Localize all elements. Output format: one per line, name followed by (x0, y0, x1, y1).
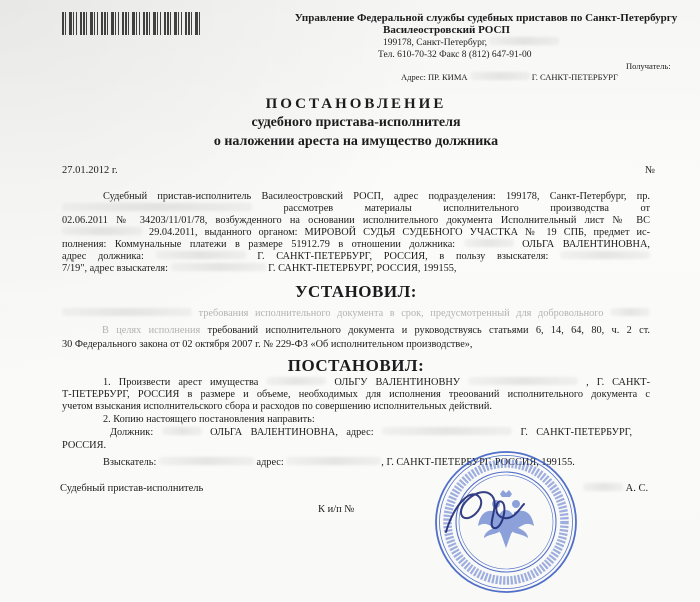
redaction (62, 227, 142, 235)
agency-name: Управление Федеральной службы судебных приставов по Санкт-Петербургу (294, 12, 678, 24)
redaction (62, 203, 252, 211)
division-phones: Тел. 610-70-32 Факс 8 (812) 647-91-00 (378, 50, 532, 60)
recipient-address-text: Адрес: ПР. КИМА (401, 72, 468, 82)
intro-text: Судебный пристав-исполнитель Василеостровский РОСП, адрес подразделения: 199178, Санкт-Петербург, пр. (103, 191, 650, 202)
resolved-item-1-line-2 (62, 389, 650, 401)
signatory-initials: А. С. (625, 483, 649, 494)
redaction (62, 308, 192, 316)
established-faded-text: требования исполнительного документа в срок, предусмотренный для добровольного (198, 308, 604, 319)
resolved-item-1-line-3: учетом взыскания исполнительского сбора и расходов по совершению исполнительных действий. (62, 401, 492, 412)
intro-line-1 (103, 191, 650, 203)
document-date: 27.01.2012 г. (62, 165, 118, 176)
resolved-item-1-line-1 (103, 377, 650, 389)
intro-text: Г. САНКТ-ПЕТЕРБУРГ, РОССИЯ, 199155, (268, 263, 457, 274)
document-subtitle-2: о наложении ареста на имущество должника (213, 134, 499, 149)
debtor-country: РОССИЯ. (62, 440, 107, 451)
division-address-text: 199178, Санкт-Петербург, (383, 38, 488, 48)
signatory-name (583, 483, 648, 495)
intro-text: рассмотрев материалы исполнительного производства от (283, 203, 650, 214)
redaction (610, 308, 650, 316)
intro-text: адрес должника: (62, 251, 144, 262)
intro-line-5 (62, 239, 650, 251)
barcode-icon (62, 12, 200, 35)
debtor-name: ОЛЬГА ВАЛЕНТИНОВНА, адрес: (210, 427, 374, 438)
debtor-name: ОЛЬГА ВАЛЕНТИНОВНА, (522, 239, 650, 250)
resolved-item-2: 2. Копию настоящего постановления направить: (103, 414, 315, 425)
intro-line-7 (62, 263, 457, 275)
division-name: Василеостровский РОСП (383, 24, 510, 36)
established-line-2 (102, 325, 650, 337)
debtor-line (110, 427, 632, 439)
redaction (156, 251, 246, 259)
document-subtitle-1: судебного пристава-исполнителя (251, 115, 461, 130)
official-stamp (428, 446, 588, 598)
redaction (286, 457, 381, 465)
intro-text: 02.06.2011 № 34203/11/01/78, возбужденного на основании исполнительного документа Исполнительный лист № ВС (62, 215, 650, 226)
resolved-heading: ПОСТАНОВИЛ: (287, 356, 425, 375)
resolved-text: Т-ПЕТЕРБУРГ, РОССИЯ в размере и объеме, необходимых для исполнения треоований исполнительного документа с (62, 389, 650, 400)
redaction (468, 377, 578, 385)
redaction (560, 251, 650, 259)
division-address (383, 37, 559, 49)
intro-line-4 (62, 227, 650, 239)
redaction (464, 239, 514, 247)
recipient-address (401, 71, 618, 83)
established-text: требований исполнительного документа и руководствуясь статьями 6, 14, 64, 80, ч. 2 ст. (207, 325, 651, 336)
established-line-3: 30 Федерального закона от 02 октября 2007 г. № 229-ФЗ «Об исполнительном производстве», (62, 339, 473, 350)
recipient-label: Получатель: (626, 61, 671, 71)
case-number-label: К и/п № (318, 504, 355, 515)
redaction (470, 72, 530, 80)
creditor-label: Взыскатель: (103, 457, 157, 468)
document-title: ПОСТАНОВЛЕНИЕ (265, 96, 447, 112)
debtor-city: Г. САНКТ-ПЕТЕРБУРГ, (520, 427, 633, 438)
debtor-label: Должник: (110, 427, 154, 438)
creditor-address-label: адрес: (256, 457, 284, 468)
intro-line-6 (62, 251, 650, 263)
redaction (489, 37, 559, 45)
intro-text: полнения: Коммунальные платежи в размере 51912.79 в отношении должника: (62, 239, 456, 250)
intro-line-2 (62, 203, 650, 215)
signatory-role: Судебный пристав-исполнитель (60, 483, 204, 494)
redaction (171, 263, 266, 271)
established-faded-text: В целях исполнения (102, 325, 201, 336)
intro-line-3 (62, 215, 650, 227)
intro-text: Г. САНКТ-ПЕТЕРБУРГ, РОССИЯ, в пользу взыскателя: (257, 251, 549, 262)
resolved-text: 1. Произвести арест имущества (103, 377, 259, 388)
creditor-city: , Г. САНКТ-ПЕТЕРБУРГ, РОССИЯ, 199155. (381, 457, 575, 468)
intro-text: 29.04.2011, выданного органом: МИРОВОЙ СУДЬЯ СУДЕБНОГО УЧАСТКА № 19 СПБ, предмет ис- (149, 227, 650, 238)
document-number-label: № (645, 165, 656, 176)
redaction (382, 427, 512, 435)
intro-text: 7/19", адрес взыскателя: (62, 263, 168, 274)
recipient-city: Г. САНКТ-ПЕТЕРБУРГ (531, 72, 618, 82)
redaction (266, 377, 326, 385)
resolved-text: , Г. САНКТ- (586, 377, 650, 388)
established-line-1 (62, 308, 650, 320)
established-heading: УСТАНОВИЛ: (295, 282, 417, 301)
redaction (162, 427, 202, 435)
redaction (583, 483, 623, 491)
debtor-name: ОЛЬГУ ВАЛЕНТИНОВНУ (334, 377, 461, 388)
redaction (159, 457, 254, 465)
